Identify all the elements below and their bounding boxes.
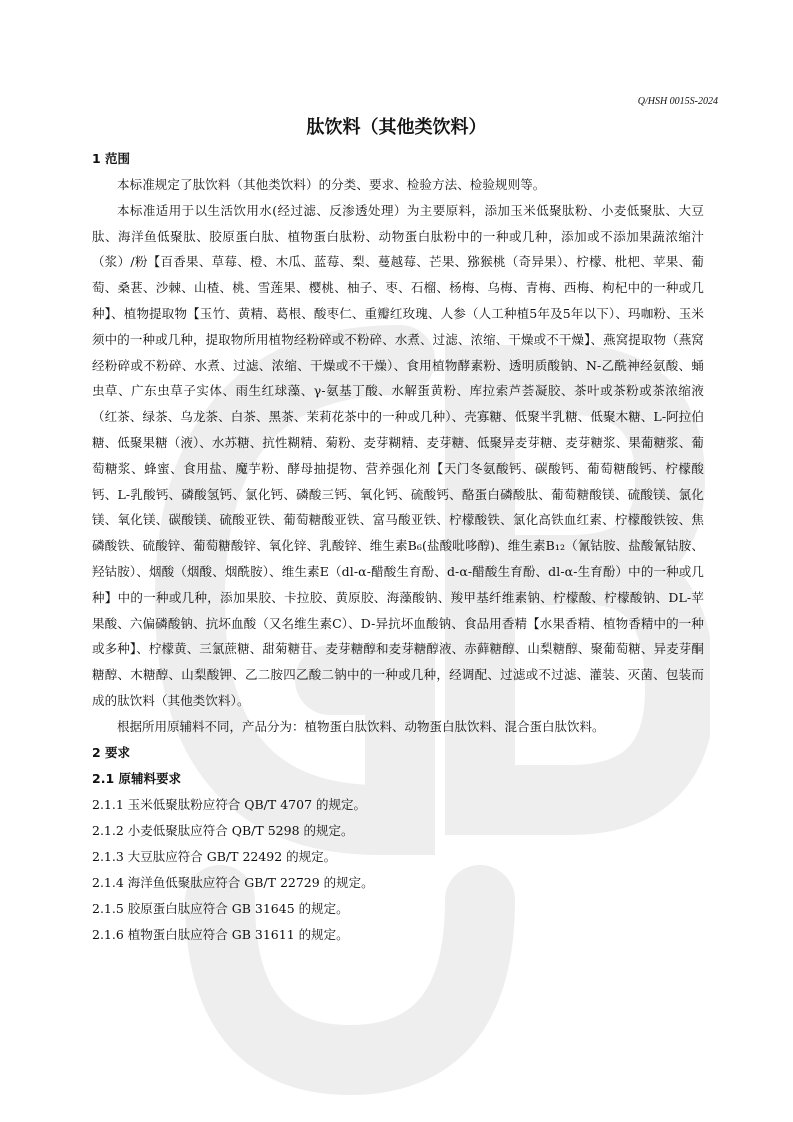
scope-paragraph-2: 本标准适用于以生活饮用水(经过滤、反渗透处理）为主要原料，添加玉米低聚肽粉、小麦低聚肽、大豆肽、海洋鱼低聚肽、胶原蛋白肽、植物蛋白肽粉、动物蛋白肽粉中的一种或几种，添加或不添加果蔬浓缩汁（浆）/粉【百香果、草莓、橙、木瓜、蓝莓、梨、蔓越莓、芒果、猕猴桃（奇异果）、柠檬、枇杷、苹果、葡萄、桑葚、沙棘、山楂、桃、雪莲果、樱桃、柚子、枣、石榴、杨梅、乌梅、青梅、西梅、枸杞中的一种或几种】、植物提取物【玉竹、黄精、葛根、酸枣仁、重瓣红玫瑰、人参（人工种植5年及5年以下）、玛咖粉、玉米须中的一种或几种，提取物所用植物经粉碎或不粉碎、水煮、过滤、浓缩、干燥或不干燥】、燕窝提取物（燕窝经粉碎或不粉碎、水煮、过滤、浓缩、干燥或不干燥）、食用植物酵素粉、透明质酸钠、N-乙酰神经氨酸、蛹虫草、广东虫草子实体、雨生红球藻、γ-氨基丁酸、水解蛋黄粉、库拉索芦荟凝胶、茶叶或茶粉或茶浓缩液（红茶、绿茶、乌龙茶、白茶、黑茶、茉莉花茶中的一种或几种）、壳寡糖、低聚半乳糖、低聚木糖、L-阿拉伯糖、低聚果糖（液）、水苏糖、抗性糊精、菊粉、麦芽糊精、麦芽糖、低聚异麦芽糖、麦芽糖浆、果葡糖浆、葡萄糖浆、蜂蜜、食用盐、魔芋粉、酵母抽提物、营养强化剂【天门冬氨酸钙、碳酸钙、葡萄糖酸钙、柠檬酸钙、L-乳酸钙、磷酸氢钙、氯化钙、磷酸三钙、氧化钙、硫酸钙、酪蛋白磷酸肽、葡萄糖酸镁、硫酸镁、氯化镁、氧化镁、碳酸镁、硫酸亚铁、葡萄糖酸亚铁、富马酸亚铁、柠檬酸铁、氯化高铁血红素、柠檬酸铁铵、焦磷酸铁、硫酸锌、葡萄糖酸锌、氧化锌、乳酸锌、维生素B₆(盐酸吡哆醇)、维生素B₁₂（氰钴胺、盐酸氰钴胺、羟钴胺）、烟酸（烟酸、烟酰胺）、维生素E（dl-α-醋酸生育酚、d-α-醋酸生育酚、dl-α-生育酚）中的一种或几种】中的一种或几种，添加果胶、卡拉胶、黄原胶、海藻酸钠、羧甲基纤维素钠、柠檬酸、柠檬酸钠、DL-苹果酸、六偏磷酸钠、抗坏血酸（又名维生素C）、D-异抗坏血酸钠、食品用香精【水果香精、植物香精中的一种或多种】、柠檬黄、三氯蔗糖、甜菊糖苷、麦芽糖醇和麦芽糖醇液、赤藓糖醇、山梨糖醇、聚葡萄糖、异麦芽酮糖醇、木糖醇、山梨酸钾、乙二胺四乙酸二钠中的一种或几种，经调配、过滤或不过滤、灌装、灭菌、包装而成的肽饮料（其他类饮料）。 <box>92 202 704 708</box>
subsection-heading-raw-materials: 2.1 原辅料要求 <box>92 770 181 786</box>
page-title: 肽饮料（其他类饮料） <box>306 117 487 138</box>
list-item: 2.1.6 植物蛋白肽应符合 GB 31611 的规定。 <box>92 926 349 942</box>
document-code: Q/HSH 0015S-2024 <box>637 96 718 107</box>
scope-paragraph-3: 根据所用原辅料不同，产品分为：植物蛋白肽饮料、动物蛋白肽饮料、混合蛋白肽饮料。 <box>117 718 605 734</box>
list-item: 2.1.5 胶原蛋白肽应符合 GB 31645 的规定。 <box>92 900 349 916</box>
section-heading-scope: 1 范围 <box>92 151 131 166</box>
list-item: 2.1.1 玉米低聚肽粉应符合 QB/T 4707 的规定。 <box>92 796 366 812</box>
list-item: 2.1.4 海洋鱼低聚肽应符合 GB/T 22729 的规定。 <box>92 874 374 890</box>
document-body <box>92 146 704 948</box>
section-heading-requirements: 2 要求 <box>92 744 131 760</box>
list-item: 2.1.2 小麦低聚肽应符合 QB/T 5298 的规定。 <box>92 822 354 838</box>
list-item: 2.1.3 大豆肽应符合 GB/T 22492 的规定。 <box>92 848 337 864</box>
scope-paragraph-1: 本标准规定了肽饮料（其他类饮料）的分类、要求、检验方法、检验规则等。 <box>117 177 546 192</box>
